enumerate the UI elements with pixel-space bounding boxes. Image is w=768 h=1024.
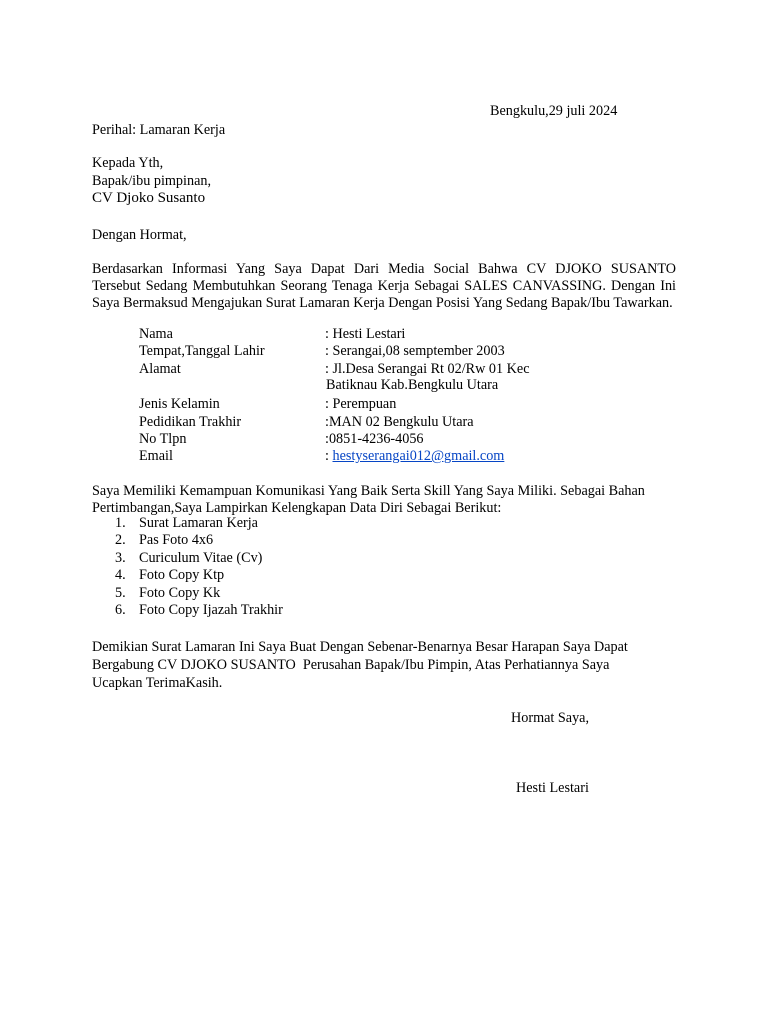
detail-value: :0851-4236-4056 <box>325 431 424 447</box>
closing-line: Ucapkan TerimaKasih. <box>92 675 223 691</box>
detail-label: Alamat <box>139 361 181 377</box>
list-text: Pas Foto 4x6 <box>139 532 214 549</box>
list-number: 6. <box>115 601 126 618</box>
detail-value: :MAN 02 Bengkulu Utara <box>325 414 474 430</box>
detail-label: Nama <box>139 326 173 342</box>
list-text: Foto Copy Ktp <box>139 567 225 584</box>
list-text: Foto Copy Kk <box>139 584 221 601</box>
date-line: Bengkulu,29 juli 2024 <box>490 103 618 119</box>
skills-paragraph <box>92 483 645 517</box>
recipient-company: CV Djoko Susanto <box>92 190 206 206</box>
recipient-line: Kepada Yth, <box>92 155 164 171</box>
detail-label: Email <box>139 448 173 464</box>
subject-line: Perihal: Lamaran Kerja <box>92 122 226 138</box>
detail-label: Pedidikan Trakhir <box>139 414 242 430</box>
skills-line: Pertimbangan,Saya Lampirkan Kelengkapan Data Diri Sebagai Berikut: <box>92 499 502 516</box>
sign-off: Hormat Saya, <box>511 710 590 726</box>
detail-label: No Tlpn <box>139 431 187 447</box>
list-number: 4. <box>115 567 126 584</box>
detail-label: Jenis Kelamin <box>139 396 220 412</box>
detail-label: Tempat,Tanggal Lahir <box>139 343 265 359</box>
intro-line: Berdasarkan Informasi Yang Saya Dapat Dari Media Social Bahwa CV DJOKO SUSANTO <box>92 261 676 277</box>
list-number: 5. <box>115 584 126 601</box>
intro-line: Tersebut Sedang Membutuhkan Seorang Tenaga Kerja Sebagai SALES CANVASSING. Dengan Ini <box>92 278 676 294</box>
detail-value: : Perempuan <box>325 396 397 412</box>
detail-value: : Hesti Lestari <box>325 326 406 342</box>
intro-line: Saya Bermaksud Mengajukan Surat Lamaran Kerja Dengan Posisi Yang Sedang Bapak/Ibu Tawarkan. <box>92 295 673 311</box>
detail-value: : Serangai,08 semptember 2003 <box>325 343 505 359</box>
list-text: Foto Copy Ijazah Trakhir <box>139 601 283 618</box>
list-text: Curiculum Vitae (Cv) <box>139 549 263 566</box>
email-prefix: : <box>325 448 333 464</box>
detail-value: Batiknau Kab.Bengkulu Utara <box>326 377 499 393</box>
recipient-block <box>92 155 211 208</box>
closing-paragraph <box>92 638 628 692</box>
list-number: 3. <box>115 549 126 566</box>
closing-line: Bergabung CV DJOKO SUSANTO Perusahan Bapak/Ibu Pimpin, Atas Perhatiannya Saya <box>92 657 610 673</box>
signature-name: Hesti Lestari <box>516 780 589 796</box>
list-number: 1. <box>115 515 126 531</box>
closing-line: Demikian Surat Lamaran Ini Saya Buat Dengan Sebenar-Benarnya Besar Harapan Saya Dapat <box>92 639 628 655</box>
detail-value: : Jl.Desa Serangai Rt 02/Rw 01 Kec <box>325 361 530 377</box>
list-number: 2. <box>115 532 126 549</box>
list-text: Surat Lamaran Kerja <box>139 515 258 531</box>
detail-value <box>325 448 504 465</box>
skills-line: Saya Memiliki Kemampuan Komunikasi Yang Baik Serta Skill Yang Saya Miliki. Sebagai Bahan <box>92 483 645 499</box>
greeting: Dengan Hormat, <box>92 227 187 243</box>
email-link[interactable]: hestyserangai012@gmail.com <box>332 448 505 464</box>
intro-paragraph <box>92 261 676 312</box>
recipient-line: Bapak/ibu pimpinan, <box>92 172 212 189</box>
